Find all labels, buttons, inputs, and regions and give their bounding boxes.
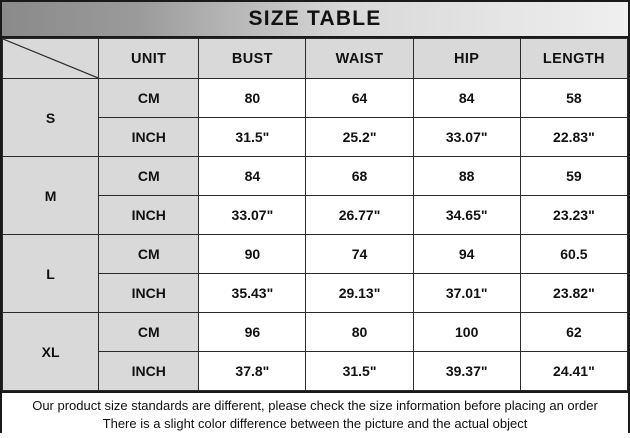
cell-xl-inch-hip: 39.37"	[413, 352, 520, 391]
cell-xl-cm-bust: 96	[199, 313, 306, 352]
cell-m-inch-waist: 26.77"	[306, 196, 413, 235]
size-table	[2, 38, 628, 391]
corner-cell	[3, 39, 99, 79]
page-title: SIZE TABLE	[248, 7, 382, 30]
cell-l-cm-hip: 94	[413, 235, 520, 274]
unit-label-inch: INCH	[99, 274, 199, 313]
size-label-s: S	[3, 79, 99, 157]
footer-note-line-1: Our product size standards are different, please check the size information before placing an order	[32, 398, 598, 413]
cell-xl-inch-bust: 37.8"	[199, 352, 306, 391]
unit-label-inch: INCH	[99, 352, 199, 391]
table-header-row	[3, 39, 628, 79]
cell-s-cm-bust: 80	[199, 79, 306, 118]
unit-label-cm: CM	[99, 313, 199, 352]
cell-m-inch-hip: 34.65"	[413, 196, 520, 235]
cell-l-cm-length: 60.5	[520, 235, 627, 274]
cell-s-cm-length: 58	[520, 79, 627, 118]
cell-s-inch-bust: 31.5"	[199, 118, 306, 157]
cell-m-cm-length: 59	[520, 157, 627, 196]
cell-m-inch-length: 23.23"	[520, 196, 627, 235]
cell-m-cm-bust: 84	[199, 157, 306, 196]
column-header-hip: HIP	[413, 39, 520, 79]
table-row	[3, 79, 628, 118]
cell-l-cm-bust: 90	[199, 235, 306, 274]
table-row	[3, 235, 628, 274]
footer-note	[2, 391, 628, 438]
title-bar	[2, 2, 628, 38]
cell-s-cm-hip: 84	[413, 79, 520, 118]
cell-s-inch-waist: 25.2"	[306, 118, 413, 157]
footer-note-line-2: There is a slight color difference between the picture and the actual object	[102, 415, 528, 431]
size-label-xl: XL	[3, 313, 99, 391]
cell-l-cm-waist: 74	[306, 235, 413, 274]
cell-l-inch-length: 23.82"	[520, 274, 627, 313]
cell-xl-cm-length: 62	[520, 313, 627, 352]
cell-m-cm-waist: 68	[306, 157, 413, 196]
diagonal-divider-icon	[3, 39, 98, 78]
size-label-l: L	[3, 235, 99, 313]
column-header-length: LENGTH	[520, 39, 627, 79]
unit-label-cm: CM	[99, 235, 199, 274]
column-header-waist: WAIST	[306, 39, 413, 79]
cell-m-inch-bust: 33.07"	[199, 196, 306, 235]
unit-label-inch: INCH	[99, 196, 199, 235]
cell-s-inch-length: 22.83"	[520, 118, 627, 157]
cell-l-inch-hip: 37.01"	[413, 274, 520, 313]
unit-label-inch: INCH	[99, 118, 199, 157]
table-row	[3, 157, 628, 196]
cell-l-inch-waist: 29.13"	[306, 274, 413, 313]
size-label-m: M	[3, 157, 99, 235]
column-header-unit: UNIT	[99, 39, 199, 79]
cell-xl-inch-length: 24.41"	[520, 352, 627, 391]
column-header-bust: BUST	[199, 39, 306, 79]
cell-xl-inch-waist: 31.5"	[306, 352, 413, 391]
cell-s-cm-waist: 64	[306, 79, 413, 118]
cell-m-cm-hip: 88	[413, 157, 520, 196]
unit-label-cm: CM	[99, 79, 199, 118]
table-row	[3, 313, 628, 352]
cell-s-inch-hip: 33.07"	[413, 118, 520, 157]
cell-l-inch-bust: 35.43"	[199, 274, 306, 313]
cell-xl-cm-waist: 80	[306, 313, 413, 352]
cell-xl-cm-hip: 100	[413, 313, 520, 352]
unit-label-cm: CM	[99, 157, 199, 196]
